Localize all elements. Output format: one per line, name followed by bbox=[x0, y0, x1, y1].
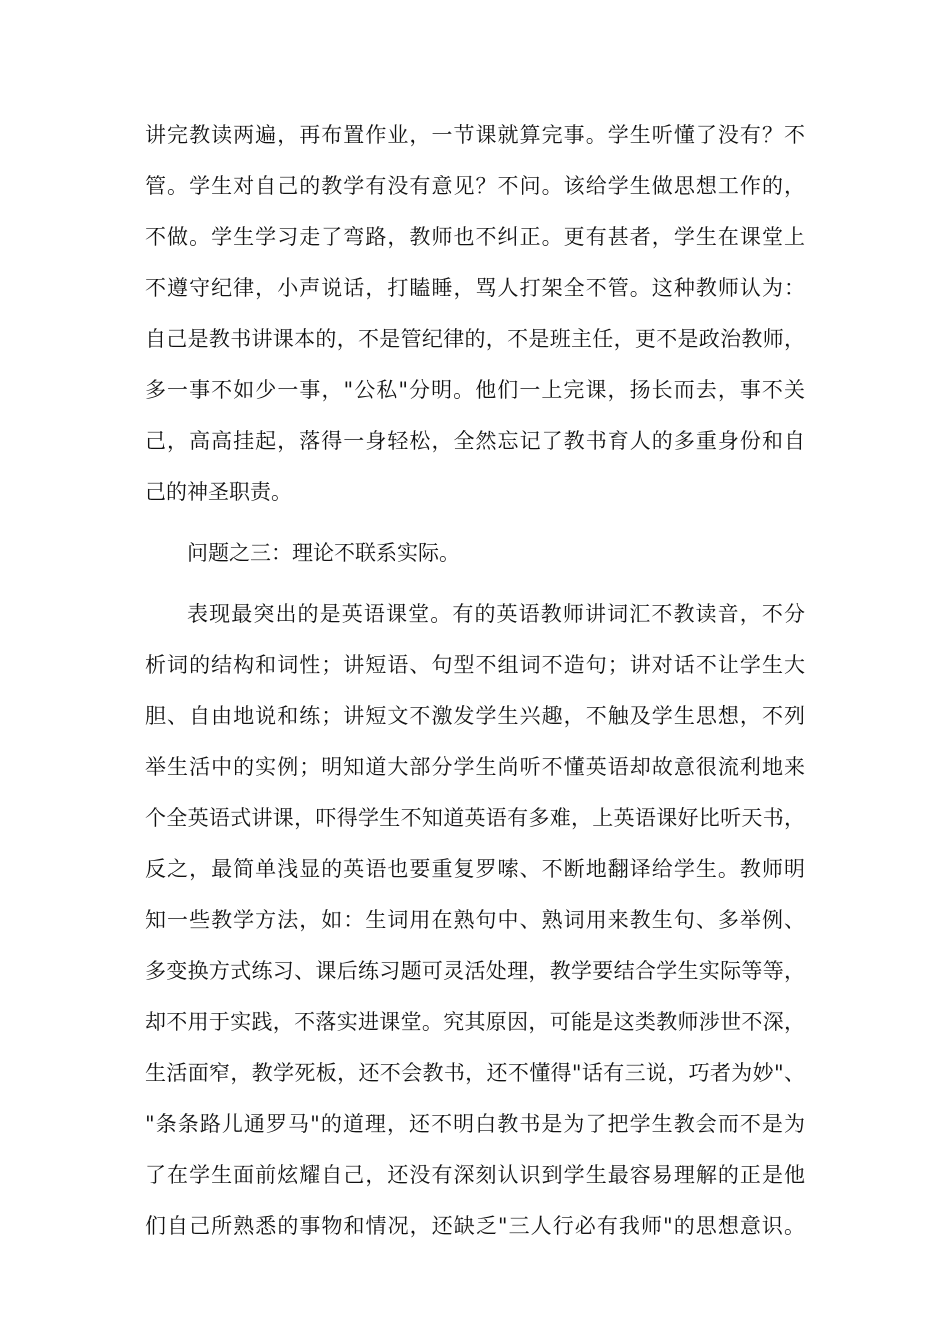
text-line: 不遵守纪律，小声说话，打瞌睡，骂人打架全不管。这种教师认为： bbox=[145, 276, 805, 300]
section-heading: 问题之三：理论不联系实际。 bbox=[187, 541, 460, 565]
text-line: 却不用于实践，不落实进课堂。究其原因，可能是这类教师涉世不深， bbox=[145, 1010, 805, 1034]
text-line: 们自己所熟悉的事物和情况，还缺乏"三人行必有我师"的思想意识。 bbox=[145, 1214, 805, 1238]
text-line: 了在学生面前炫耀自己，还没有深刻认识到学生最容易理解的正是他 bbox=[145, 1163, 805, 1187]
body-text bbox=[145, 110, 805, 1252]
text-line: "条条路儿通罗马"的道理，还不明白教书是为了把学生教会而不是为 bbox=[145, 1112, 805, 1136]
text-line: 多变换方式练习、课后练习题可灵活处理，教学要结合学生实际等等， bbox=[145, 959, 805, 983]
text-line: 反之，最简单浅显的英语也要重复罗嗦、不断地翻译给学生。教师明 bbox=[145, 857, 805, 881]
text-line: 己的神圣职责。 bbox=[145, 480, 292, 504]
text-line: 不做。学生学习走了弯路，教师也不纠正。更有甚者，学生在课堂上 bbox=[145, 225, 805, 249]
text-line: 举生活中的实例；明知道大部分学生尚听不懂英语却故意很流利地来 bbox=[145, 755, 805, 779]
text-line: 己，高高挂起，落得一身轻松，全然忘记了教书育人的多重身份和自 bbox=[145, 429, 805, 453]
text-line: 自己是教书讲课本的，不是管纪律的，不是班主任，更不是政治教师， bbox=[145, 327, 805, 351]
text-line: 析词的结构和词性；讲短语、句型不组词不造句；讲对话不让学生大 bbox=[145, 653, 805, 677]
text-line: 胆、自由地说和练；讲短文不激发学生兴趣，不触及学生思想，不列 bbox=[145, 704, 805, 728]
text-line: 讲完教读两遍，再布置作业，一节课就算完事。学生听懂了没有？不 bbox=[145, 123, 805, 147]
text-line: 生活面窄，教学死板，还不会教书，还不懂得"话有三说，巧者为妙"、 bbox=[145, 1061, 805, 1085]
text-line: 表现最突出的是英语课堂。有的英语教师讲词汇不教读音，不分 bbox=[187, 602, 805, 626]
text-line: 管。学生对自己的教学有没有意见？不问。该给学生做思想工作的， bbox=[145, 174, 805, 198]
text-line: 知一些教学方法，如：生词用在熟句中、熟词用来教生句、多举例、 bbox=[145, 908, 805, 932]
text-line: 多一事不如少一事，"公私"分明。他们一上完课，扬长而去，事不关 bbox=[145, 378, 805, 402]
text-line: 个全英语式讲课，吓得学生不知道英语有多难，上英语课好比听天书， bbox=[145, 806, 805, 830]
